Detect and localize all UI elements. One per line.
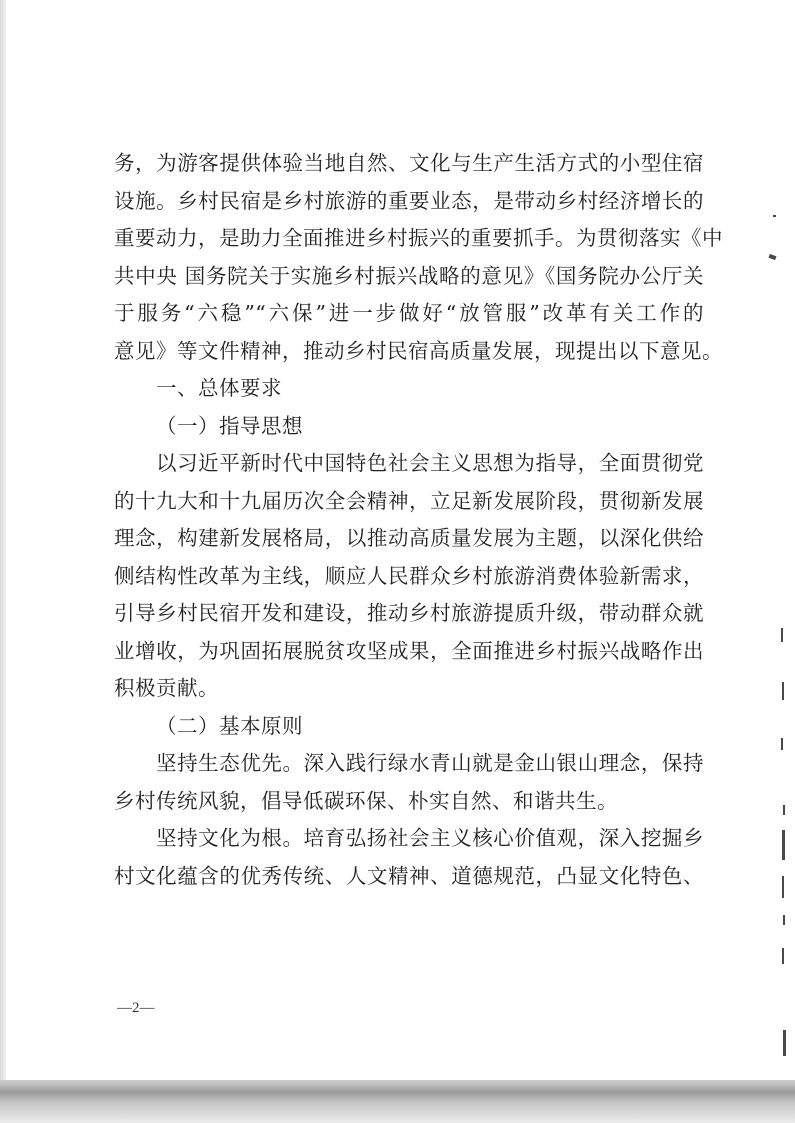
scan-mark	[773, 215, 776, 217]
scan-left-edge	[0, 0, 6, 1080]
body-line: 引导乡村民宿开发和建设，推动乡村旅游提质升级，带动群众就	[114, 601, 704, 625]
scan-mark	[781, 628, 783, 642]
subsection-heading: （一）指导思想	[156, 413, 303, 438]
body-line: 以习近平新时代中国特色社会主义思想为指导，全面贯彻党	[156, 451, 704, 475]
page-number: —2—	[117, 1000, 155, 1016]
scan-bottom-edge	[0, 1080, 795, 1123]
body-line: 业增收，为巩固拓展脱贫攻坚成果，全面推进乡村振兴战略作出	[114, 638, 704, 663]
body-line: 乡村传统风貌，倡导低碳环保、朴实自然、和谐共生。	[114, 788, 618, 813]
scan-mark	[783, 1030, 786, 1056]
scan-mark	[781, 738, 783, 750]
scan-mark	[782, 876, 784, 898]
body-line: 侧结构性改革为主线，顺应人民群众乡村旅游消费体验新需求，	[114, 563, 704, 588]
section-heading: 一、总体要求	[156, 376, 282, 400]
subsection-heading: （二）基本原则	[156, 713, 303, 738]
body-line: 共中央 国务院关于实施乡村振兴战略的意见》《国务院办公厅关	[114, 263, 704, 288]
scan-mark	[782, 830, 785, 860]
scan-mark	[783, 805, 785, 815]
body-line: 于服务“六稳”“六保”进一步做好“放管服”改革有关工作的	[114, 301, 704, 325]
body-line: 理念，构建新发展格局，以推动高质量发展为主题，以深化供给	[114, 526, 704, 550]
body-line: 务，为游客提供体验当地自然、文化与生产生活方式的小型住宿	[114, 151, 704, 175]
body-line: 意见》等文件精神，推动乡村民宿高质量发展，现提出以下意见。	[114, 338, 723, 363]
scan-mark	[782, 948, 784, 964]
body-line: 重要动力，是助力全面推进乡村振兴的重要抓手。为贯彻落实《中	[114, 226, 723, 250]
body-line: 积极贡献。	[114, 676, 219, 700]
body-line: 坚持文化为根。培育弘扬社会主义核心价值观，深入挖掘乡	[156, 826, 704, 850]
body-line: 的十九大和十九届历次全会精神，立足新发展阶段，贯彻新发展	[114, 488, 704, 513]
body-line: 村文化蕴含的优秀传统、人文精神、道德规范，凸显文化特色、	[114, 863, 704, 888]
scan-mark	[783, 915, 785, 925]
scan-mark	[782, 682, 784, 700]
body-line: 设施。乡村民宿是乡村旅游的重要业态，是带动乡村经济增长的	[114, 188, 704, 213]
document-body	[114, 145, 723, 895]
body-line: 坚持生态优先。深入践行绿水青山就是金山银山理念，保持	[156, 751, 704, 775]
scan-mark	[769, 254, 777, 260]
